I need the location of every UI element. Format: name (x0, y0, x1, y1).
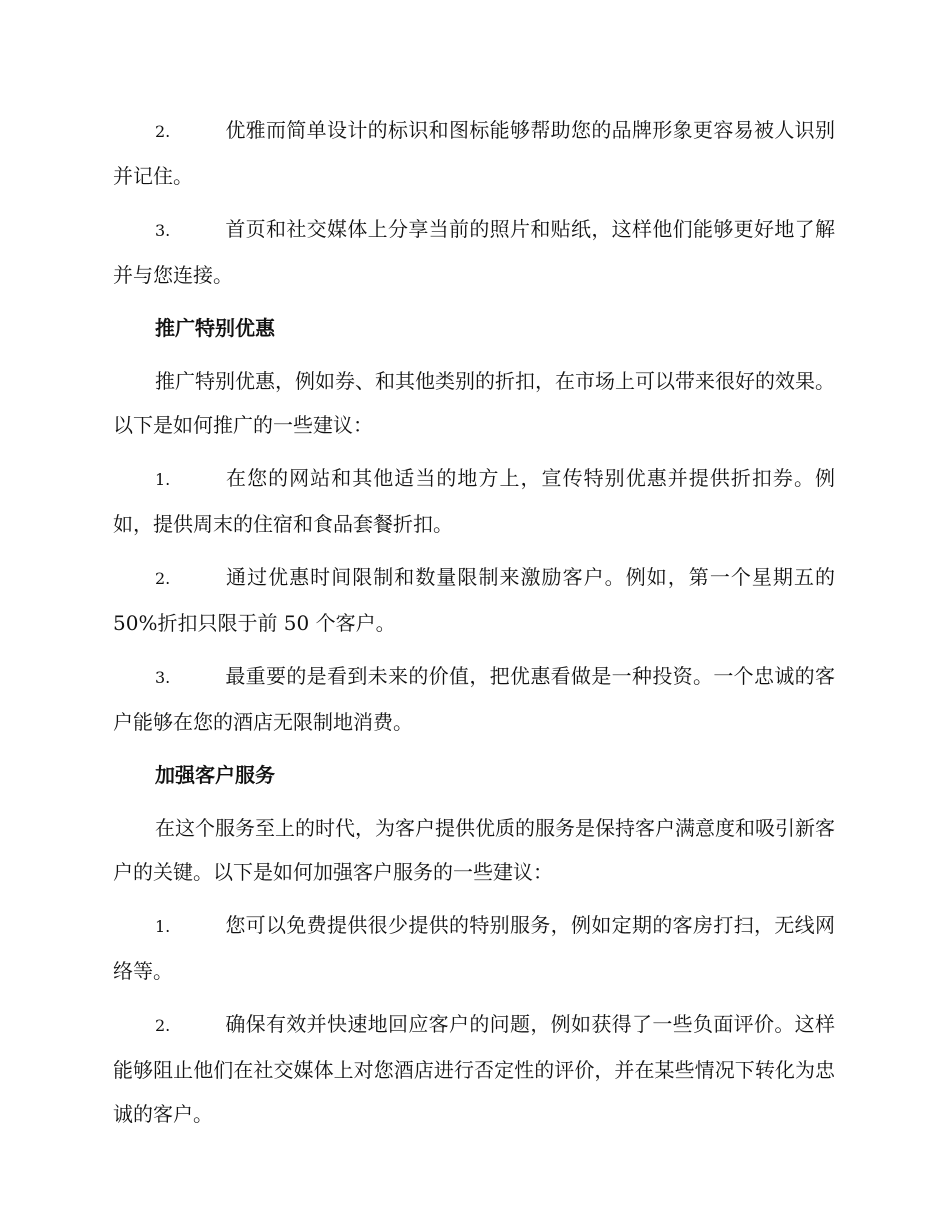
list-number: 1. (155, 470, 171, 489)
list-item-text: 首页和社交媒体上分享当前的照片和贴纸，这样他们能够更好地了解并与您连接。 (113, 217, 835, 287)
paragraph-service-intro: 在这个服务至上的时代，为客户提供优质的服务是保持客户满意度和吸引新客户的关键。以下是如何加强客户服务的一些建议： (113, 816, 835, 884)
list-number: 2. (155, 1016, 171, 1035)
list-item-text: 您可以免费提供很少提供的特别服务，例如定期的客房打扫，无线网络等。 (113, 913, 835, 983)
section-heading-customer-service: 加强客户服务 (155, 763, 275, 787)
list-number: 3. (155, 668, 171, 687)
list-number: 3. (155, 221, 171, 240)
list-item-text: 在您的网站和其他适当的地方上，宣传特别优惠并提供折扣券。例如，提供周末的住宿和食品套餐折扣。 (113, 466, 835, 536)
list-item (113, 456, 835, 546)
list-item-text: 通过优惠时间限制和数量限制来激励客户。例如，第一个星期五的 50%折扣只限于前 50 个客户。 (113, 565, 835, 635)
document-body (113, 108, 835, 1145)
list-item (113, 108, 835, 198)
list-number: 2. (155, 569, 171, 588)
paragraph-promotions-intro: 推广特别优惠，例如券、和其他类别的折扣，在市场上可以带来很好的效果。以下是如何推广的一些建议： (113, 369, 835, 437)
list-item (113, 654, 835, 744)
list-item (113, 555, 835, 645)
list-number: 1. (155, 917, 171, 936)
list-item-text: 确保有效并快速地回应客户的问题，例如获得了一些负面评价。这样能够阻止他们在社交媒体上对您酒店进行否定性的评价，并在某些情况下转化为忠诚的客户。 (113, 1012, 835, 1126)
list-item (113, 207, 835, 297)
list-item-text: 优雅而简单设计的标识和图标能够帮助您的品牌形象更容易被人识别并记住。 (113, 118, 835, 188)
list-number: 2. (155, 122, 171, 141)
list-item (113, 903, 835, 993)
list-item (113, 1002, 835, 1136)
section-heading-promotions: 推广特别优惠 (155, 316, 275, 340)
list-item-text: 最重要的是看到未来的价值，把优惠看做是一种投资。一个忠诚的客户能够在您的酒店无限制地消费。 (113, 664, 835, 734)
